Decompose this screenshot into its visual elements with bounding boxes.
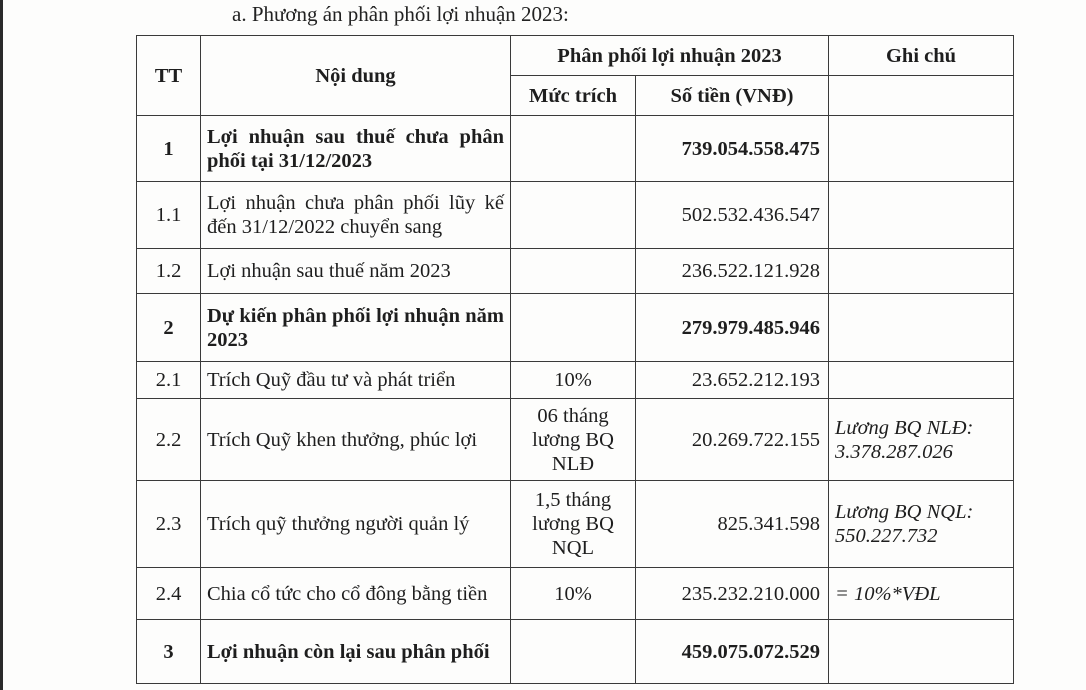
header-note: Ghi chú	[829, 36, 1014, 76]
row-tt: 3	[137, 620, 201, 684]
row-content: Chia cổ tức cho cổ đông bằng tiền	[201, 568, 511, 620]
row-content: Trích Quỹ khen thưởng, phúc lợi	[201, 399, 511, 481]
table-row	[137, 481, 1014, 568]
row-content: Lợi nhuận chưa phân phối lũy kế đến 31/12/2022 chuyển sang	[201, 182, 511, 249]
table-row	[137, 294, 1014, 362]
row-amount: 825.341.598	[636, 481, 829, 568]
table-row	[137, 620, 1014, 684]
row-tt: 2.3	[137, 481, 201, 568]
row-amount: 459.075.072.529	[636, 620, 829, 684]
row-content: Dự kiến phân phối lợi nhuận năm 2023	[201, 294, 511, 362]
row-amount: 20.269.722.155	[636, 399, 829, 481]
row-rate: 10%	[511, 568, 636, 620]
header-distribution-group: Phân phối lợi nhuận 2023	[511, 36, 829, 76]
header-tt: TT	[137, 36, 201, 116]
row-tt: 2.2	[137, 399, 201, 481]
header-amount: Số tiền (VNĐ)	[636, 76, 829, 116]
row-rate	[511, 620, 636, 684]
row-content: Lợi nhuận sau thuế năm 2023	[201, 249, 511, 294]
row-content: Trích Quỹ đầu tư và phát triển	[201, 362, 511, 399]
header-content: Nội dung	[201, 36, 511, 116]
section-heading: a. Phương án phân phối lợi nhuận 2023:	[232, 2, 569, 26]
row-amount: 279.979.485.946	[636, 294, 829, 362]
row-rate	[511, 249, 636, 294]
row-amount: 502.532.436.547	[636, 182, 829, 249]
table-row	[137, 568, 1014, 620]
row-content: Trích quỹ thưởng người quản lý	[201, 481, 511, 568]
row-tt: 2.1	[137, 362, 201, 399]
row-rate: 1,5 tháng lương BQ NQL	[511, 481, 636, 568]
row-note	[829, 182, 1014, 249]
row-tt: 2.4	[137, 568, 201, 620]
row-content: Lợi nhuận còn lại sau phân phối	[201, 620, 511, 684]
row-note	[829, 116, 1014, 182]
row-note	[829, 249, 1014, 294]
row-amount: 739.054.558.475	[636, 116, 829, 182]
row-tt: 1.2	[137, 249, 201, 294]
row-note: Lương BQ NLĐ: 3.378.287.026	[829, 399, 1014, 481]
row-content: Lợi nhuận sau thuế chưa phân phối tại 31/12/2023	[201, 116, 511, 182]
table-row	[137, 116, 1014, 182]
row-tt: 1.1	[137, 182, 201, 249]
page-edge-shadow	[0, 0, 3, 690]
row-tt: 2	[137, 294, 201, 362]
row-rate	[511, 182, 636, 249]
row-note	[829, 362, 1014, 399]
row-note: = 10%*VĐL	[829, 568, 1014, 620]
row-amount: 235.232.210.000	[636, 568, 829, 620]
profit-distribution-table	[136, 35, 1014, 684]
header-note-blank	[829, 76, 1014, 116]
row-note: Lương BQ NQL: 550.227.732	[829, 481, 1014, 568]
table-row	[137, 362, 1014, 399]
row-rate	[511, 116, 636, 182]
row-rate	[511, 294, 636, 362]
row-rate: 10%	[511, 362, 636, 399]
row-tt: 1	[137, 116, 201, 182]
header-rate: Mức trích	[511, 76, 636, 116]
table-row	[137, 182, 1014, 249]
row-note	[829, 620, 1014, 684]
table-row	[137, 249, 1014, 294]
row-note	[829, 294, 1014, 362]
row-amount: 236.522.121.928	[636, 249, 829, 294]
row-rate: 06 tháng lương BQ NLĐ	[511, 399, 636, 481]
table-row	[137, 399, 1014, 481]
row-amount: 23.652.212.193	[636, 362, 829, 399]
